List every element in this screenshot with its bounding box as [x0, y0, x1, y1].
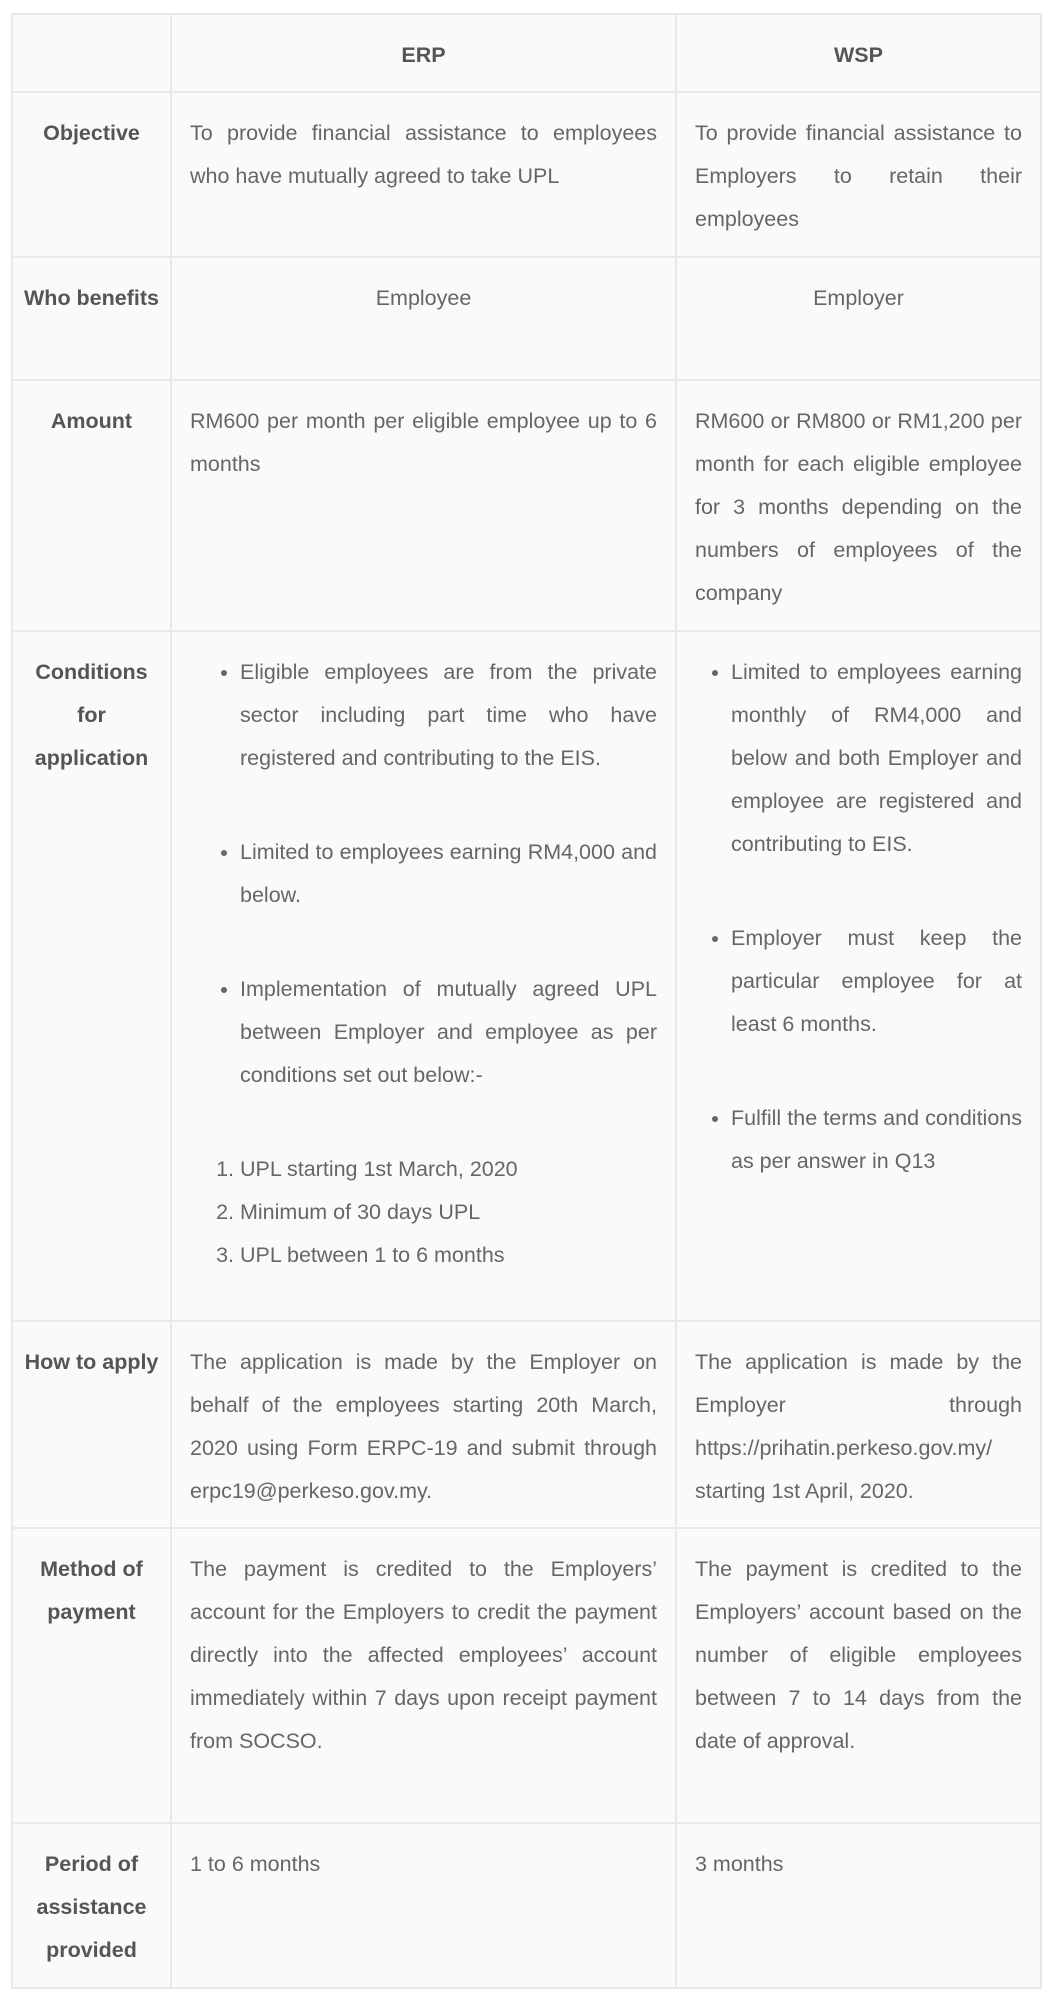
row-label: Amount: [12, 380, 171, 631]
list-item: • Limited to employees earning RM4,000 and below.: [240, 831, 657, 917]
erp-cell: [171, 631, 676, 1321]
row-label: Objective: [12, 92, 171, 257]
table-row-method-of-payment: [12, 1528, 1041, 1823]
list-item: • Limited to employees earning monthly of RM4,000 and below and both Employer and employee are registered and contributing to EIS.: [731, 651, 1022, 866]
header-wsp: WSP: [676, 14, 1041, 92]
wsp-conditions-list: [695, 651, 1022, 1183]
row-label: How to apply: [12, 1321, 171, 1528]
wsp-cell: The application is made by the Employer through https://prihatin.perkeso.gov.my/ starting 1st April, 2020.: [676, 1321, 1041, 1528]
wsp-cell: To provide financial assistance to Employers to retain their employees: [676, 92, 1041, 257]
list-item: • Fulfill the terms and conditions as per answer in Q13: [731, 1097, 1022, 1183]
erp-cell: The payment is credited to the Employers’ account for the Employers to credit the payment directly into the affected employees’ account immediately within 7 days upon receipt payment from SOCSO.: [171, 1528, 676, 1823]
wsp-cell: Employer: [676, 257, 1041, 380]
list-item: 1. UPL starting 1st March, 2020: [240, 1148, 657, 1191]
table-row-amount: [12, 380, 1041, 631]
erp-cell: The application is made by the Employer on behalf of the employees starting 20th March, 2020 using Form ERPC-19 and submit through erpc19@perkeso.gov.my.: [171, 1321, 676, 1528]
erp-cell: RM600 per month per eligible employee up to 6 months: [171, 380, 676, 631]
comparison-table: [11, 13, 1042, 1989]
erp-upl-conditions-list: [190, 1148, 657, 1277]
list-item: 2. Minimum of 30 days UPL: [240, 1191, 657, 1234]
wsp-cell: RM600 or RM800 or RM1,200 per month for each eligible employee for 3 months depending on the numbers of employees of the company: [676, 380, 1041, 631]
erp-conditions-list: [190, 651, 657, 1097]
erp-cell: To provide financial assistance to employees who have mutually agreed to take UPL: [171, 92, 676, 257]
list-item: • Employer must keep the particular employee for at least 6 months.: [731, 917, 1022, 1046]
row-label: Method of payment: [12, 1528, 171, 1823]
row-label: Who benefits: [12, 257, 171, 380]
wsp-cell: The payment is credited to the Employers’ account based on the number of eligible employees between 7 to 14 days from the date of approval.: [676, 1528, 1041, 1823]
erp-cell: 1 to 6 months: [171, 1823, 676, 1988]
header-empty: [12, 14, 171, 92]
table-row-who-benefits: [12, 257, 1041, 380]
table-row-objective: [12, 92, 1041, 257]
wsp-cell: 3 months: [676, 1823, 1041, 1988]
row-label: Conditions for application: [12, 631, 171, 1321]
list-item: • Eligible employees are from the private sector including part time who have registered and contributing to the EIS.: [240, 651, 657, 780]
table-row-conditions: [12, 631, 1041, 1321]
table-row-period: [12, 1823, 1041, 1988]
erp-cell: Employee: [171, 257, 676, 380]
header-erp: ERP: [171, 14, 676, 92]
wsp-cell: [676, 631, 1041, 1321]
list-item: • Implementation of mutually agreed UPL between Employer and employee as per conditions set out below:-: [240, 968, 657, 1097]
table-row-how-to-apply: [12, 1321, 1041, 1528]
row-label: Period of assistance provided: [12, 1823, 171, 1988]
header-row: [12, 14, 1041, 92]
list-item: 3. UPL between 1 to 6 months: [240, 1234, 657, 1277]
